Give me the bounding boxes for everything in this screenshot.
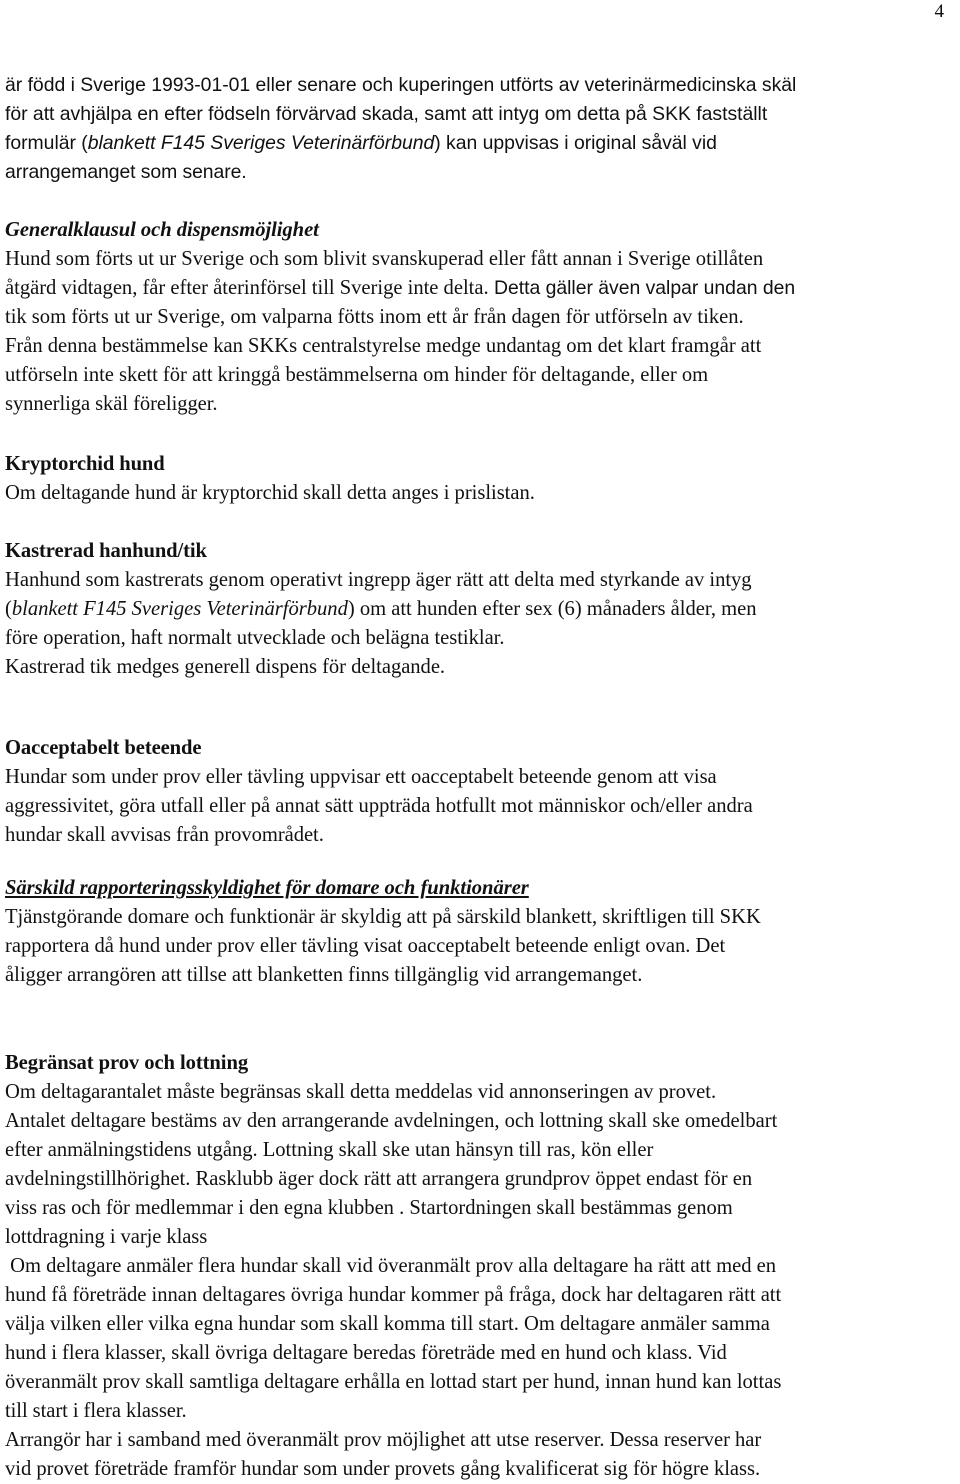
paragraph-line: till start i flera klasser. bbox=[5, 1400, 187, 1422]
section-generalklausul bbox=[5, 216, 957, 419]
paragraph-line: hundar skall avvisas från provområdet. bbox=[5, 824, 324, 846]
section-heading: Särskild rapporteringsskyldighet för domare och funktionärer bbox=[5, 877, 529, 899]
paragraph-line: utförseln inte skett för att kringgå bestämmelserna om hinder för deltagande, eller om bbox=[5, 364, 709, 386]
paragraph-line: vid provet företräde framför hundar som under provets gång kvalificerat sig för högre klass. bbox=[5, 1458, 761, 1480]
text-run: ) om att hunden efter sex (6) månaders ålder, men bbox=[347, 598, 757, 620]
intro-line bbox=[5, 129, 957, 158]
paragraph-line: Hanhund som kastrerats genom operativt ingrepp äger rätt att delta med styrkande av intyg bbox=[5, 569, 752, 591]
paragraph-line: lottdragning i varje klass bbox=[5, 1226, 208, 1248]
paragraph-line: välja vilken eller vilka egna hundar som skall komma till start. Om deltagare anmäler samma bbox=[5, 1313, 770, 1335]
intro-paragraph bbox=[5, 71, 957, 187]
paragraph-line: tik som förts ut ur Sverige, om valparna fötts inom ett år från dagen för utförseln av tiken. bbox=[5, 306, 744, 328]
paragraph-line: avdelningstillhörighet. Rasklubb äger dock rätt att arrangera grundprov öppet endast för en bbox=[5, 1168, 753, 1190]
section-begransat bbox=[5, 1049, 957, 1484]
paragraph-line: Om deltagande hund är kryptorchid skall detta anges i prislistan. bbox=[5, 482, 535, 504]
form-reference: blankett F145 Sveriges Veterinärförbund bbox=[87, 132, 435, 154]
paragraph-line: Hundar som under prov eller tävling uppvisar ett oacceptabelt beteende genom att visa bbox=[5, 766, 717, 788]
paragraph-line: före operation, haft normalt utvecklade och belägna testiklar. bbox=[5, 627, 505, 649]
paragraph-line: åligger arrangören att tillse att blanketten finns tillgänglig vid arrangemanget. bbox=[5, 964, 643, 986]
paragraph-line: hund få företräde innan deltagares övriga hundar kommer på fråga, dock har deltagaren rätt att bbox=[5, 1284, 782, 1306]
paragraph-line: Om deltagarantalet måste begränsas skall detta meddelas vid annonseringen av provet. bbox=[5, 1081, 717, 1103]
paragraph-line: synnerliga skäl föreligger. bbox=[5, 393, 218, 415]
paragraph-line: Arrangör har i samband med överanmält prov möjlighet att utse reserver. Dessa reserver har bbox=[5, 1429, 762, 1451]
text-run: ) kan uppvisas i original såväl vid bbox=[434, 132, 717, 154]
text-run: åtgärd vidtagen, får efter återinförsel till Sverige inte delta. bbox=[5, 277, 489, 299]
paragraph-line: viss ras och för medlemmar i den egna klubben . Startordningen skall bestämmas genom bbox=[5, 1197, 733, 1219]
section-sarskild bbox=[5, 874, 957, 990]
paragraph-line: Antalet deltagare bestäms av den arrangerande avdelningen, och lottning skall ske omedelbart bbox=[5, 1110, 778, 1132]
paragraph-line: Om deltagare anmäler flera hundar skall vid överanmält prov alla deltagare ha rätt att med en bbox=[5, 1255, 777, 1277]
intro-line: för att avhjälpa en efter födseln förvärvad skada, samt att intyg om detta på SKK fastställt bbox=[5, 103, 768, 125]
form-reference: blankett F145 Sveriges Veterinärförbund bbox=[11, 598, 348, 620]
intro-line: arrangemanget som senare. bbox=[5, 161, 247, 183]
paragraph-line bbox=[5, 274, 957, 303]
section-heading: Generalklausul och dispensmöjlighet bbox=[5, 219, 319, 241]
paragraph-line: Kastrerad tik medges generell dispens för deltagande. bbox=[5, 656, 446, 678]
text-run: formulär ( bbox=[5, 132, 88, 154]
section-kastrerad bbox=[5, 537, 957, 682]
paragraph-line: aggressivitet, göra utfall eller på annat sätt uppträda hotfullt mot människor och/eller andra bbox=[5, 795, 753, 817]
section-kryptorchid bbox=[5, 450, 957, 508]
paragraph-line: efter anmälningstidens utgång. Lottning skall ske utan hänsyn till ras, kön eller bbox=[5, 1139, 654, 1161]
intro-line: är född i Sverige 1993-01-01 eller senare och kuperingen utförts av veterinärmedicinska skäl bbox=[5, 74, 797, 96]
page-number: 4 bbox=[934, 1, 944, 22]
text-run: ( bbox=[5, 598, 12, 620]
paragraph-line: hund i flera klasser, skall övriga deltagare beredas företräde med en hund och klass. Vid bbox=[5, 1342, 727, 1364]
paragraph-line: Tjänstgörande domare och funktionär är skyldig att på särskild blankett, skriftligen till SKK bbox=[5, 906, 761, 928]
paragraph-line: Från denna bestämmelse kan SKKs centralstyrelse medge undantag om det klart framgår att bbox=[5, 335, 762, 357]
section-oacceptabelt bbox=[5, 734, 957, 850]
text-run: Detta gäller även valpar undan den bbox=[488, 277, 796, 299]
paragraph-line: rapportera då hund under prov eller tävling visat oacceptabelt beteende enligt ovan. Det bbox=[5, 935, 726, 957]
paragraph-line: överanmält prov skall samtliga deltagare erhålla en lottad start per hund, innan hund kan lottas bbox=[5, 1371, 782, 1393]
section-heading: Begränsat prov och lottning bbox=[5, 1052, 249, 1074]
paragraph-line bbox=[5, 595, 957, 624]
section-heading: Kryptorchid hund bbox=[5, 453, 165, 475]
paragraph-line: Hund som förts ut ur Sverige och som blivit svanskuperad eller fått annan i Sverige otillåten bbox=[5, 248, 764, 270]
section-heading: Oacceptabelt beteende bbox=[5, 737, 202, 759]
section-heading: Kastrerad hanhund/tik bbox=[5, 540, 207, 562]
